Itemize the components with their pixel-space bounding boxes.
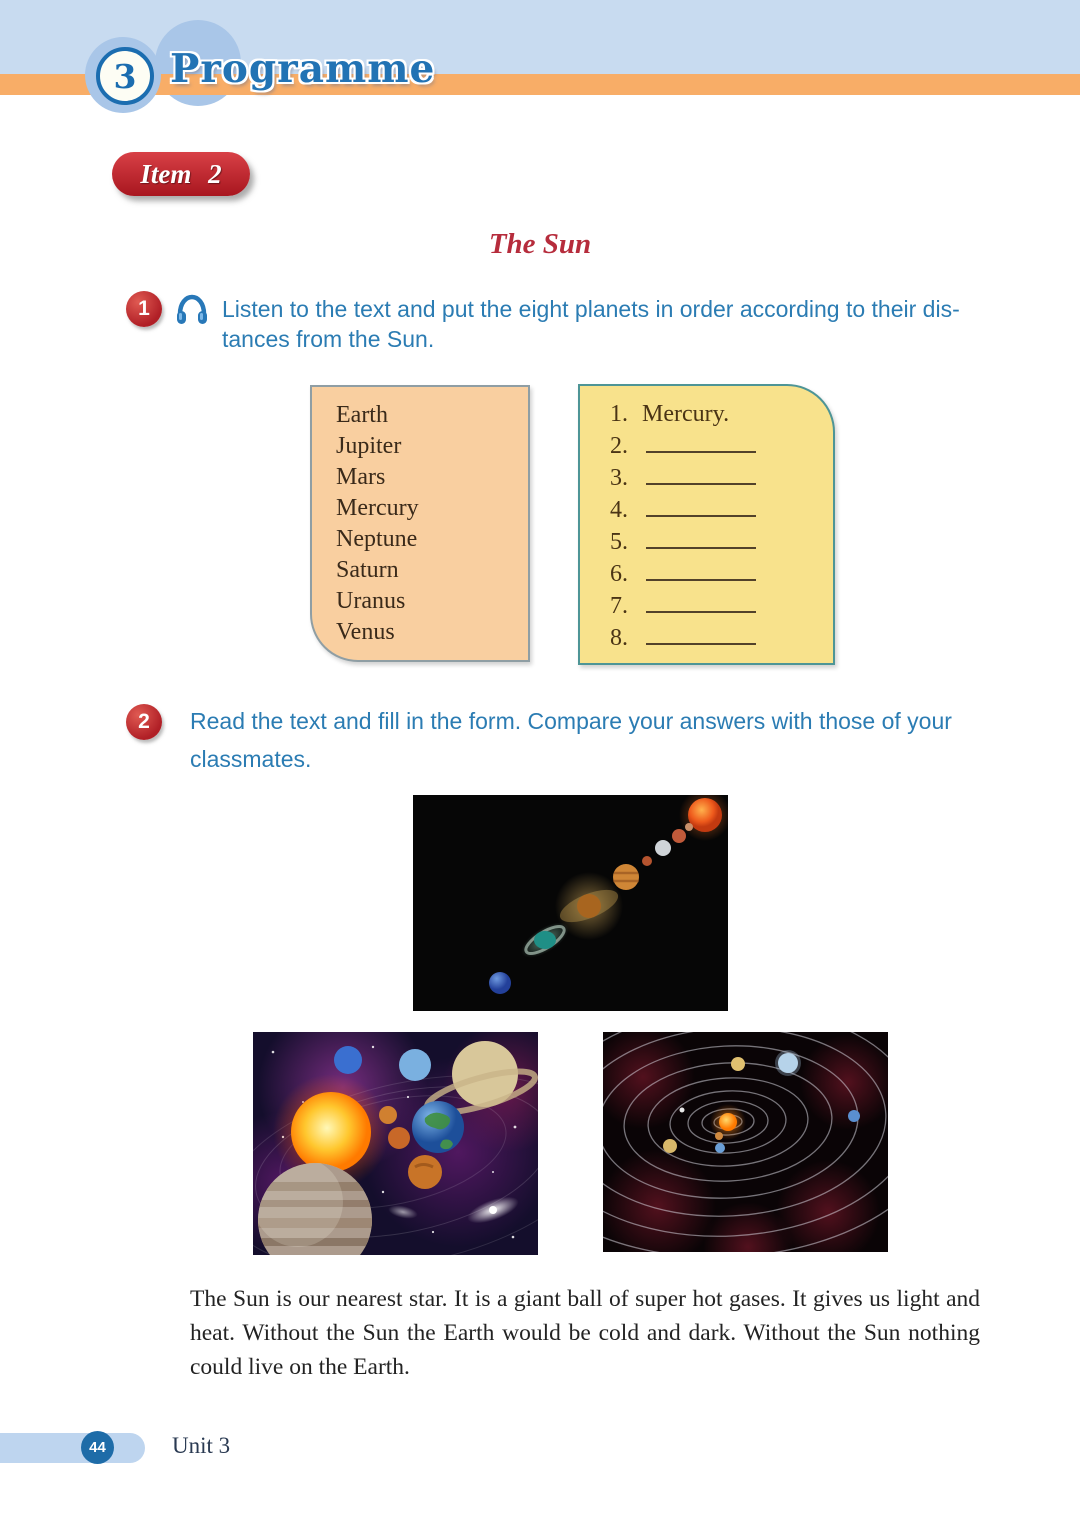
planet-item: Jupiter — [336, 433, 402, 459]
page-number-badge: 44 — [81, 1431, 114, 1464]
reading-paragraph: The Sun is our nearest star. It is a giant ball of super hot gases. It gives us light and heat. Without the Sun the Earth would be cold and dark. Without the Sun nothing could live on the Earth. — [190, 1286, 980, 1380]
answer-blank-line — [646, 495, 756, 517]
planet-item: Venus — [336, 619, 395, 645]
answer-list-box — [578, 384, 835, 665]
answer-number: 6. — [610, 561, 628, 587]
answer-number: 5. — [610, 529, 628, 555]
orbit-rings-photo — [603, 1032, 888, 1252]
section-title: The Sun — [488, 228, 592, 260]
answer-item — [610, 462, 833, 494]
answer-blank-line — [646, 431, 756, 453]
header-orange-band — [0, 74, 1080, 95]
planet-item: Earth — [336, 402, 388, 428]
answer-number: 4. — [610, 497, 628, 523]
answer-item — [610, 398, 833, 430]
answer-blank-line — [646, 463, 756, 485]
answer-item — [610, 494, 833, 526]
answer-item — [610, 558, 833, 590]
page-title: Programme — [170, 46, 436, 92]
answer-text: Mercury. — [642, 401, 730, 427]
answer-item — [610, 622, 833, 654]
unit-label: Unit 3 — [172, 1433, 231, 1458]
task1-instruction — [222, 294, 960, 354]
answer-blank-line — [646, 527, 756, 549]
task1-line1: Listen to the text and put the eight planets in order according to their dis- — [222, 296, 960, 322]
planet-item: Uranus — [336, 588, 406, 614]
answer-item — [610, 430, 833, 462]
item-banner: Item 2 — [112, 152, 250, 196]
answer-item — [610, 590, 833, 622]
planet-item: Neptune — [336, 526, 418, 552]
planet-list-box — [310, 385, 530, 662]
answer-blank-line — [646, 591, 756, 613]
task1-line2: tances from the Sun. — [222, 326, 435, 352]
answer-number: 3. — [610, 465, 628, 491]
answer-number: 7. — [610, 593, 628, 619]
answer-blank-line — [646, 623, 756, 645]
task1-number-badge: 1 — [126, 291, 162, 327]
task2-line2: classmates. — [190, 746, 312, 772]
planets-lineup-photo — [413, 795, 728, 1011]
planet-item: Mars — [336, 464, 386, 490]
task2-number-badge: 2 — [126, 704, 162, 740]
answer-number: 1. — [610, 401, 628, 427]
solar-system-art-photo — [253, 1032, 538, 1255]
planet-item: Mercury — [336, 495, 419, 521]
module-number-badge: 3 — [96, 47, 154, 105]
task2-instruction — [190, 702, 952, 778]
answer-blank-line — [646, 559, 756, 581]
headphones-icon — [174, 292, 210, 328]
answer-number: 2. — [610, 433, 628, 459]
footer-pill — [0, 1433, 145, 1463]
answer-item — [610, 526, 833, 558]
task2-line1: Read the text and fill in the form. Compare your answers with those of your — [190, 708, 952, 734]
answer-number: 8. — [610, 625, 628, 651]
planet-item: Saturn — [336, 557, 399, 583]
